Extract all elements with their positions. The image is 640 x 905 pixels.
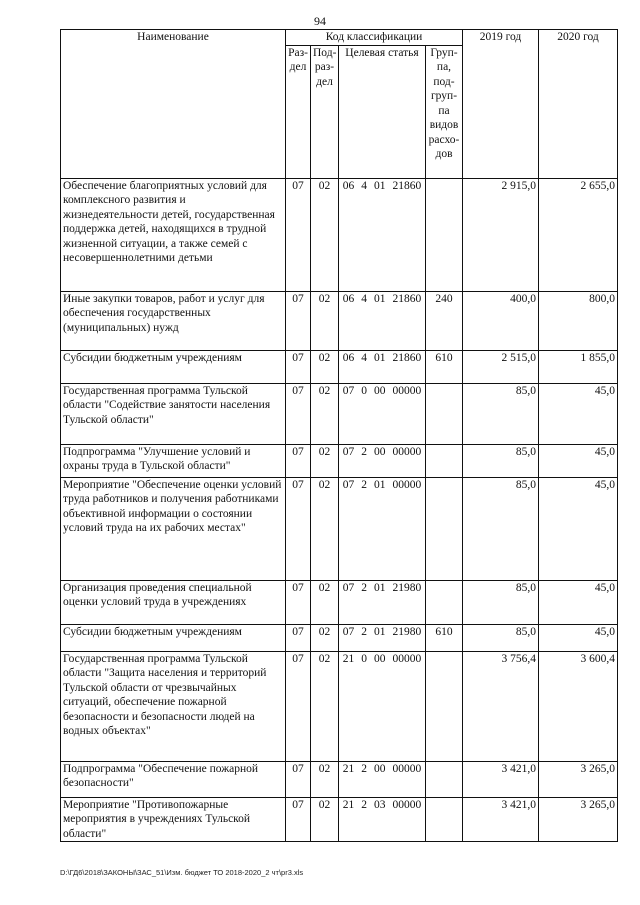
target-event: 00: [374, 445, 386, 458]
row-target: [339, 624, 426, 651]
header-year-2020: 2020 год: [539, 30, 618, 179]
target-event: 01: [374, 581, 386, 594]
target-event: 01: [374, 292, 386, 305]
target-program: 06: [342, 292, 355, 305]
row-razdel: 07: [286, 477, 311, 580]
target-event: 03: [374, 798, 386, 811]
row-razdel: 07: [286, 580, 311, 624]
row-target: [339, 178, 426, 291]
row-name: Обеспечение благоприятных условий для комплексного развития и жизнедеятельности детей, государственная поддержка детей, находящихся в трудной жизненной ситуации, а также семей с несовершеннолетними детьми: [61, 178, 286, 291]
header-code-group: Код классификации: [286, 30, 463, 46]
target-direction: 21860: [392, 292, 422, 305]
row-podrazdel: 02: [311, 580, 339, 624]
table-row: [61, 477, 618, 580]
row-2020: 2 655,0: [539, 178, 618, 291]
table-row: [61, 383, 618, 444]
target-event: 01: [374, 478, 386, 491]
target-subprogram: 2: [361, 581, 367, 594]
target-subprogram: 0: [361, 384, 367, 397]
row-target: [339, 761, 426, 797]
row-razdel: 07: [286, 761, 311, 797]
target-code: [341, 478, 423, 493]
page-number: 94: [314, 14, 326, 28]
row-vid: [426, 761, 463, 797]
row-2019: 85,0: [463, 383, 539, 444]
row-razdel: 07: [286, 444, 311, 477]
target-code: [341, 581, 423, 596]
header-vid: Груп- па, под- груп- па видов расхо- дов: [426, 45, 463, 178]
row-2020: 45,0: [539, 383, 618, 444]
row-razdel: 07: [286, 651, 311, 761]
row-name: Субсидии бюджетным учреждениям: [61, 624, 286, 651]
row-podrazdel: 02: [311, 444, 339, 477]
target-code: [341, 625, 423, 640]
target-direction: 00000: [392, 478, 422, 491]
target-direction: 21860: [392, 179, 422, 192]
row-vid: 610: [426, 624, 463, 651]
row-target: [339, 444, 426, 477]
target-program: 21: [342, 762, 355, 775]
row-2020: 45,0: [539, 624, 618, 651]
row-target: [339, 797, 426, 842]
table-row: [61, 444, 618, 477]
table-row: [61, 580, 618, 624]
target-event: 00: [374, 652, 386, 665]
header-podrazdel: Под- раз- дел: [311, 45, 339, 178]
target-direction: 00000: [392, 445, 422, 458]
target-code: [341, 652, 423, 667]
row-2019: 2 515,0: [463, 350, 539, 383]
row-razdel: 07: [286, 624, 311, 651]
row-podrazdel: 02: [311, 624, 339, 651]
target-program: 07: [342, 478, 355, 491]
table-row: [61, 797, 618, 842]
target-subprogram: 0: [361, 652, 367, 665]
row-2020: 1 855,0: [539, 350, 618, 383]
target-subprogram: 4: [361, 351, 367, 364]
row-target: [339, 350, 426, 383]
target-direction: 21980: [392, 581, 422, 594]
target-direction: 21980: [392, 625, 422, 638]
row-vid: 610: [426, 350, 463, 383]
row-2020: 45,0: [539, 444, 618, 477]
target-event: 00: [374, 762, 386, 775]
row-name: Мероприятие "Противопожарные мероприятия в учреждениях Тульской области": [61, 797, 286, 842]
target-direction: 00000: [392, 798, 422, 811]
target-direction: 21860: [392, 351, 422, 364]
target-code: [341, 762, 423, 777]
row-vid: [426, 580, 463, 624]
row-vid: [426, 444, 463, 477]
row-2019: 85,0: [463, 477, 539, 580]
table-row: [61, 624, 618, 651]
target-direction: 00000: [392, 384, 422, 397]
target-program: 21: [342, 798, 355, 811]
target-program: 21: [342, 652, 355, 665]
row-target: [339, 383, 426, 444]
target-subprogram: 4: [361, 179, 367, 192]
row-2019: 85,0: [463, 580, 539, 624]
target-program: 07: [342, 384, 355, 397]
row-2020: 3 265,0: [539, 761, 618, 797]
row-2020: 45,0: [539, 477, 618, 580]
header-razdel: Раз- дел: [286, 45, 311, 178]
header-target: Целевая статья: [339, 45, 426, 178]
target-direction: 00000: [392, 652, 422, 665]
table-row: [61, 761, 618, 797]
row-podrazdel: 02: [311, 383, 339, 444]
row-2019: 85,0: [463, 624, 539, 651]
row-2019: 400,0: [463, 291, 539, 350]
row-podrazdel: 02: [311, 178, 339, 291]
target-direction: 00000: [392, 762, 422, 775]
row-name: Подпрограмма "Обеспечение пожарной безопасности": [61, 761, 286, 797]
target-subprogram: 2: [361, 445, 367, 458]
row-podrazdel: 02: [311, 477, 339, 580]
row-target: [339, 291, 426, 350]
table-row: [61, 651, 618, 761]
file-path-footer: D:\ГД6\2018\ЗАКОНЫ\ЗАС_51\Изм. бюджет ТО 2018-2020_2 чт\pr3.xls: [60, 868, 304, 877]
target-code: [341, 179, 423, 194]
row-vid: [426, 178, 463, 291]
row-2019: 3 421,0: [463, 761, 539, 797]
row-2020: 3 265,0: [539, 797, 618, 842]
row-name: Организация проведения специальной оценки условий труда в учреждениях: [61, 580, 286, 624]
row-2020: 800,0: [539, 291, 618, 350]
target-program: 06: [342, 179, 355, 192]
target-program: 07: [342, 581, 355, 594]
row-podrazdel: 02: [311, 651, 339, 761]
target-subprogram: 2: [361, 798, 367, 811]
row-name: Государственная программа Тульской области "Содействие занятости населения Тульской области": [61, 383, 286, 444]
row-2019: 3 756,4: [463, 651, 539, 761]
row-razdel: 07: [286, 178, 311, 291]
row-razdel: 07: [286, 350, 311, 383]
row-razdel: 07: [286, 291, 311, 350]
row-vid: [426, 477, 463, 580]
row-target: [339, 580, 426, 624]
row-2019: 3 421,0: [463, 797, 539, 842]
target-subprogram: 2: [361, 625, 367, 638]
row-razdel: 07: [286, 383, 311, 444]
row-name: Подпрограмма "Улучшение условий и охраны труда в Тульской области": [61, 444, 286, 477]
table-row: [61, 350, 618, 383]
row-vid: [426, 383, 463, 444]
budget-table: [60, 29, 618, 842]
row-name: Субсидии бюджетным учреждениям: [61, 350, 286, 383]
row-podrazdel: 02: [311, 761, 339, 797]
table-row: [61, 178, 618, 291]
row-name: Иные закупки товаров, работ и услуг для обеспечения государственных (муниципальных) нужд: [61, 291, 286, 350]
row-podrazdel: 02: [311, 797, 339, 842]
row-razdel: 07: [286, 797, 311, 842]
target-event: 01: [374, 179, 386, 192]
row-2020: 45,0: [539, 580, 618, 624]
target-subprogram: 2: [361, 478, 367, 491]
target-program: 07: [342, 445, 355, 458]
table-row: [61, 291, 618, 350]
target-code: [341, 292, 423, 307]
row-2019: 2 915,0: [463, 178, 539, 291]
header-name: Наименование: [61, 30, 286, 179]
row-target: [339, 651, 426, 761]
target-subprogram: 4: [361, 292, 367, 305]
row-podrazdel: 02: [311, 350, 339, 383]
row-target: [339, 477, 426, 580]
row-podrazdel: 02: [311, 291, 339, 350]
target-subprogram: 2: [361, 762, 367, 775]
row-2020: 3 600,4: [539, 651, 618, 761]
target-code: [341, 798, 423, 813]
target-code: [341, 445, 423, 460]
row-vid: 240: [426, 291, 463, 350]
target-code: [341, 351, 423, 366]
target-event: 01: [374, 351, 386, 364]
row-name: Государственная программа Тульской области "Защита населения и территорий Тульской области от чрезвычайных ситуаций, обеспечение пожарной безопасности и безопасности людей на водных объектах": [61, 651, 286, 761]
row-vid: [426, 651, 463, 761]
header-year-2019: 2019 год: [463, 30, 539, 179]
target-program: 06: [342, 351, 355, 364]
row-vid: [426, 797, 463, 842]
row-name: Мероприятие "Обеспечение оценки условий труда работников и получения работниками объективной информации о состоянии условий труда на их рабочих местах": [61, 477, 286, 580]
target-code: [341, 384, 423, 399]
target-program: 07: [342, 625, 355, 638]
row-2019: 85,0: [463, 444, 539, 477]
target-event: 01: [374, 625, 386, 638]
target-event: 00: [374, 384, 386, 397]
